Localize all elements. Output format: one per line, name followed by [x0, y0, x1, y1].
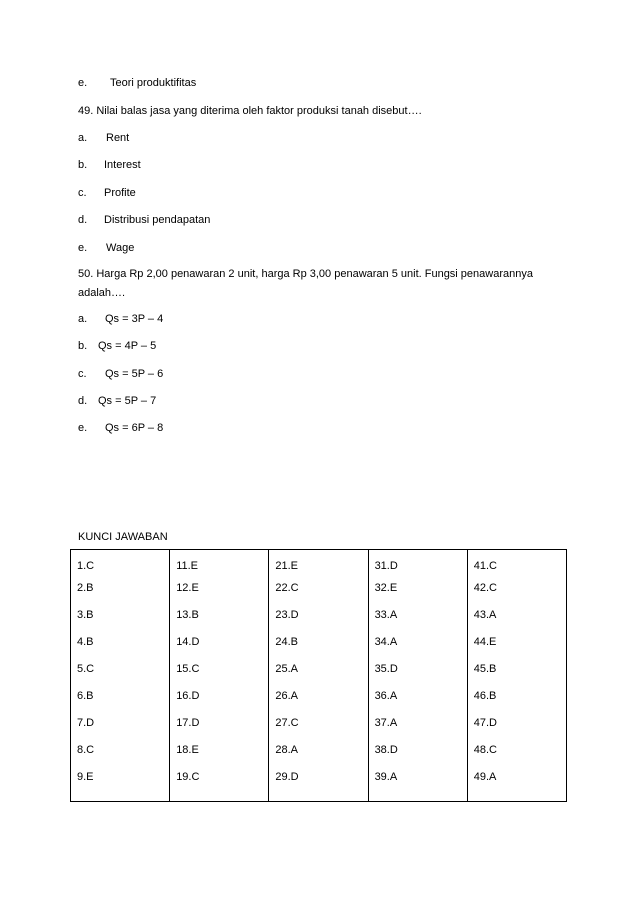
answer-cell: 7.D [77, 717, 95, 729]
answer-cell: 14.D [176, 636, 200, 648]
option-text: Profite [104, 187, 136, 199]
option-label: e. [78, 422, 88, 434]
answer-cell: 3.B [77, 609, 94, 621]
option-text: Qs = 6P – 8 [105, 422, 164, 434]
option-text: Distribusi pendapatan [104, 214, 211, 226]
option-label: b. [78, 340, 88, 352]
option-text: Qs = 5P – 6 [105, 368, 164, 380]
answer-cell: 45.B [473, 663, 497, 675]
q49-question: 49. Nilai balas jasa yang diterima oleh faktor produksi tanah disebut…. [78, 105, 422, 117]
answer-cell: 28.A [275, 744, 299, 756]
q50-question: 50. Harga Rp 2,00 penawaran 2 unit, harga Rp 3,00 penawaran 5 unit. Fungsi penawarannya adalah…. [78, 268, 533, 299]
answer-cell: 4.B [77, 636, 94, 648]
answer-cell: 42.C [473, 582, 497, 594]
answer-cell: 41.C [473, 560, 497, 572]
answer-column-2 [170, 550, 269, 802]
answer-column-4 [368, 550, 467, 802]
q49-option-d [78, 213, 210, 227]
answer-cell: 15.C [176, 663, 200, 675]
answer-column-5 [467, 550, 566, 802]
answer-cell: 27.C [275, 717, 299, 729]
answer-cell: 47.D [473, 717, 497, 729]
answer-cell: 16.D [176, 690, 200, 702]
option-label: e. [78, 77, 88, 89]
q50-option-a [78, 312, 163, 326]
answer-cell: 19.C [176, 771, 200, 783]
answer-cell: 32.E [374, 582, 398, 594]
answer-column-3 [269, 550, 368, 802]
q49-option-b [78, 158, 141, 172]
q48-option-e [78, 76, 196, 90]
answer-cell: 13.B [176, 609, 199, 621]
answer-cell: 21.E [275, 560, 299, 572]
option-label: d. [78, 214, 88, 226]
answer-cell: 26.A [275, 690, 299, 702]
option-label: a. [78, 132, 88, 144]
answer-cell: 8.C [77, 744, 95, 756]
answer-cell: 44.E [473, 636, 497, 648]
option-text: Qs = 5P – 7 [98, 395, 157, 407]
answer-cell: 38.D [374, 744, 398, 756]
answer-cell: 34.A [374, 636, 398, 648]
answer-cell: 12.E [176, 582, 199, 594]
q49-option-c [78, 186, 136, 200]
answer-cell: 48.C [473, 744, 497, 756]
answer-cell: 6.B [77, 690, 94, 702]
option-text: Interest [104, 159, 141, 171]
answer-cell: 46.B [473, 690, 497, 702]
option-text: Wage [106, 242, 135, 254]
answer-cell: 11.E [176, 560, 198, 572]
answer-cell: 43.A [473, 609, 497, 621]
q50-option-c [78, 367, 163, 381]
q49-option-a [78, 131, 129, 145]
q50-option-b [78, 339, 156, 353]
answer-cell: 35.D [374, 663, 398, 675]
option-label: b. [78, 159, 88, 171]
answer-column-1 [71, 550, 170, 802]
option-text: Qs = 3P – 4 [105, 313, 164, 325]
answer-key-title: KUNCI JAWABAN [78, 531, 168, 543]
answer-cell: 18.E [176, 744, 199, 756]
option-text: Qs = 4P – 5 [98, 340, 157, 352]
option-label: c. [78, 368, 87, 380]
option-text: Rent [106, 132, 130, 144]
answer-cell: 33.A [374, 609, 398, 621]
option-label: c. [78, 187, 87, 199]
answer-cell: 1.C [77, 560, 95, 572]
option-label: a. [78, 313, 88, 325]
answer-cell: 29.D [275, 771, 299, 783]
answer-cell: 5.C [77, 663, 95, 675]
q50-option-e [78, 421, 163, 435]
answer-cell: 25.A [275, 663, 299, 675]
answer-cell: 17.D [176, 717, 200, 729]
q50-option-d [78, 394, 156, 408]
option-text: Teori produktifitas [110, 77, 197, 89]
option-label: d. [78, 395, 88, 407]
answer-cell: 36.A [374, 690, 398, 702]
q49-option-e [78, 241, 134, 255]
answer-key-table [70, 549, 567, 802]
answer-cell: 9.E [77, 771, 94, 783]
option-label: e. [78, 242, 88, 254]
answer-cell: 23.D [275, 609, 299, 621]
answer-cell: 31.D [374, 560, 398, 572]
answer-cell: 49.A [473, 771, 497, 783]
answer-cell: 22.C [275, 582, 299, 594]
answer-cell: 2.B [77, 582, 94, 594]
answer-cell: 37.A [374, 717, 398, 729]
answer-cell: 39.A [374, 771, 398, 783]
answer-cell: 24.B [275, 636, 299, 648]
